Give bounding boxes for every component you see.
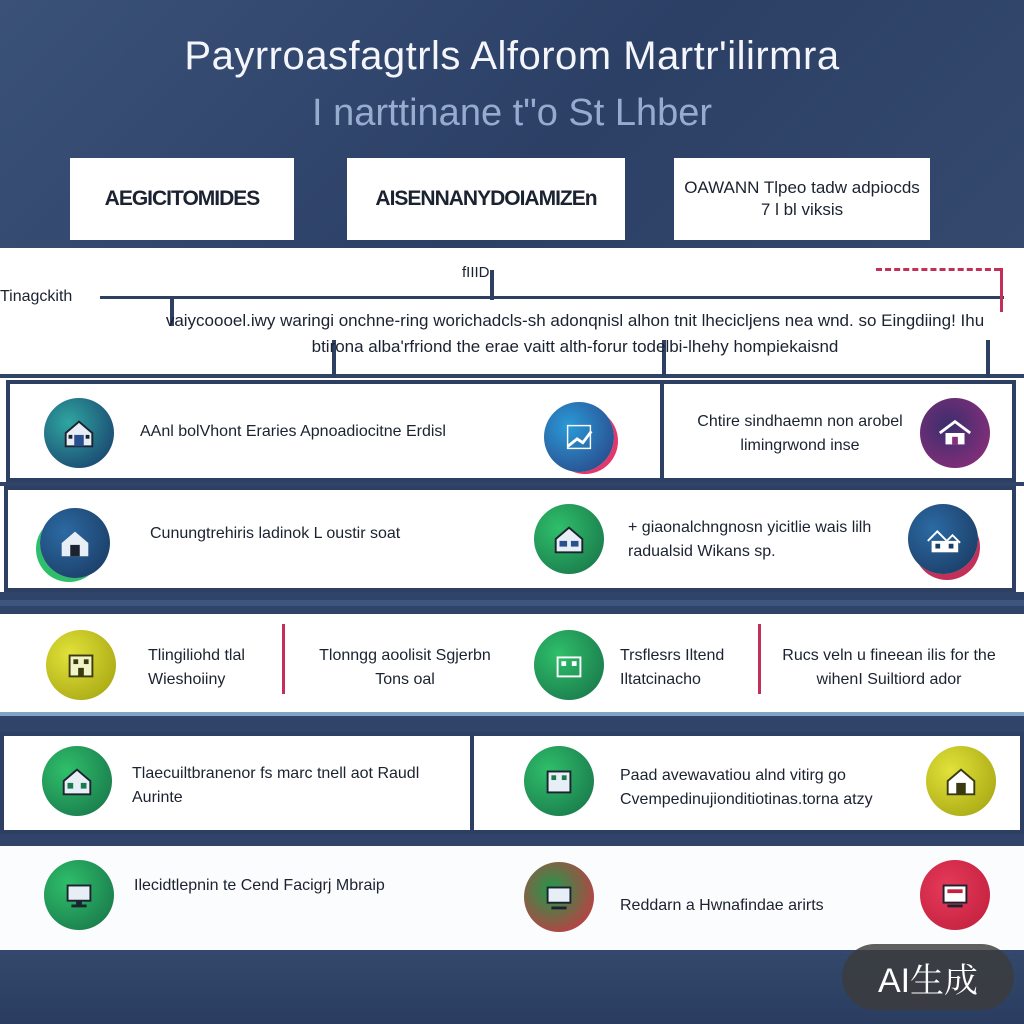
row-4-item-1-text: Tlaecuiltbranenor fs marc tnell aot Raudl Aurinte [132,765,420,806]
separator [0,600,1024,606]
row-5-item-2-text: Reddarn a Hwnafindae arirts [620,897,824,914]
intro-text: vaiycoooel.iwy waringi onchne-ring worichadcls-sh adonqnisl alhon tnit lhecicljens nea wnd. so Eingdiing! Ihu btirona alba'rfriond the erae vaitt alth-forur todelbi-lhehy hompiekaisnd [165,311,985,356]
category-box-1: AEGICITOMIDES [70,158,294,240]
chart-icon [544,402,614,472]
row-5-item-1-text: Ilecidtlepnin te Cend Facigrj Mbraip [134,877,385,894]
page-title: Payrroasfagtrls Alforom Martr'ilirmra [184,34,840,78]
intro-top-line [100,296,1004,299]
dashed-connector [876,268,1000,271]
row-3-bottom-line [0,712,1024,716]
page-subtitle: I narttinane t"o St Lhber [311,92,713,134]
category-box-3: OAWANN Tlpeo tadw adpiocds 7 l bl viksis [674,158,930,240]
row-3-item-3-text: Trsflesrs Iltend Iltatcinacho [620,647,725,688]
building-icon [534,630,604,700]
house-icon [926,746,996,816]
row-1-item-1-text: AAnl bolVhont Eraries Apnoadiocitne Erdisl [140,423,446,440]
building-icon [46,630,116,700]
ai-generated-badge: AI生成 [842,944,1014,1010]
intro-side-label: Tinagckith [0,288,73,305]
pink-divider [282,624,285,694]
house-icon [920,398,990,468]
house-icon [42,746,112,816]
monitor-icon [920,860,990,930]
connector-line [986,340,990,380]
pink-divider [758,624,761,694]
row-3-item-1-text: Tlingiliohd tlal Wieshoiiny [148,647,245,688]
monitor-icon [524,862,594,932]
category-box-2: AISENNANYDOIAMIZEn [347,158,625,240]
house-icon [40,508,110,578]
row-1-item-3-text: Chtire sindhaemn non arobel limingrwond inse [697,413,903,454]
row-3-item-2-text: Tlonngg aoolisit Sgjerbn Tons oal [319,647,491,688]
row-2-item-1-text: Cunungtrehiris ladinok L oustir soat [150,525,401,542]
house-icon [44,398,114,468]
row-3-item-4-text: Rucs veln u fineean ilis for the wihenI Suiltiord ador [782,647,996,688]
monitor-icon [44,860,114,930]
row-4-item-2-text: Paad avewavatiou alnd vitirg go Cvempedinujionditiotinas.torna atzy [620,767,873,808]
intro-mark: fIIID [462,264,490,281]
house-icon [908,504,978,574]
row-2-item-2-text: + giaonalchngnosn yicitlie wais lilh radualsid Wikans sp. [628,519,872,560]
dashed-connector-vertical [1000,268,1003,312]
building-icon [524,746,594,816]
connector-line [490,270,494,300]
house-icon [534,504,604,574]
